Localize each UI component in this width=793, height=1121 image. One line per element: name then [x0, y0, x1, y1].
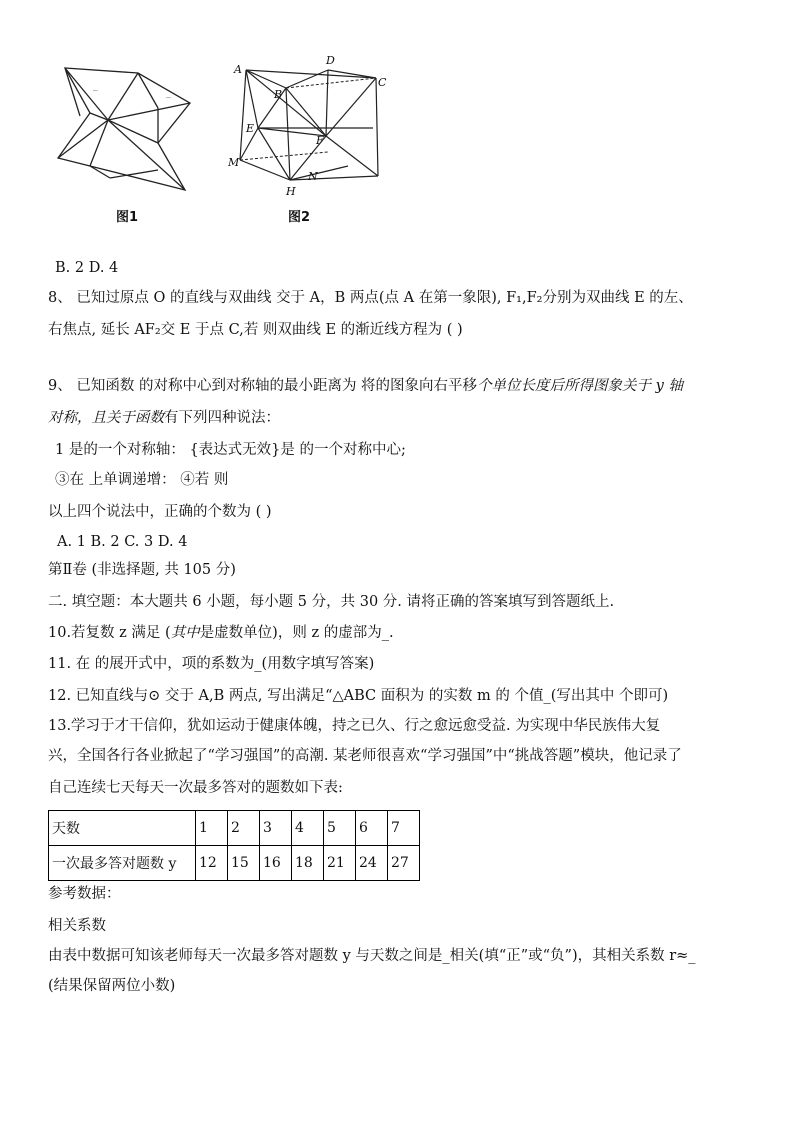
- section-2-title: 第Ⅱ卷 (非选择题, 共 105 分): [48, 562, 236, 578]
- label-F: F: [316, 134, 324, 147]
- correlation-label: 相关系数: [48, 918, 106, 934]
- q9-statements-2: ③在 上单调递增： ④若 则: [55, 472, 229, 488]
- table-cell: 2: [228, 811, 260, 846]
- q9-line-2-text: 有下列四种说法：: [164, 410, 280, 426]
- q9-line-2: [48, 408, 280, 428]
- data-table: [48, 810, 420, 881]
- table-cell: 21: [324, 846, 356, 881]
- table-cell: 15: [228, 846, 260, 881]
- table-cell: 16: [260, 846, 292, 881]
- svg-text:~: ~: [165, 93, 172, 102]
- figure-2-caption: 图2: [288, 210, 311, 225]
- options-line: B. 2 D. 4: [55, 260, 119, 276]
- q13-conclusion: 由表中数据可知该老师每天一次最多答对题数 y 与天数之间是_相关(填“正”或“负”)，其相关系数 r≈_: [48, 948, 696, 964]
- q10-part-2: 其中: [170, 625, 200, 641]
- reference-data-label: 参考数据：: [48, 886, 121, 902]
- table-row: [49, 846, 420, 881]
- q10-part-1: 10.若复数 z 满足 (: [48, 625, 171, 641]
- q13-note: (结果保留两位小数): [48, 978, 176, 994]
- fill-in-instructions: 二. 填空题：本大题共 6 小题，每小题 5 分，共 30 分. 请将正确的答案填写到答题纸上.: [48, 594, 615, 610]
- q11: 11. 在 的展开式中，项的系数为_(用数字填写答案): [48, 656, 375, 672]
- label-M: M: [228, 156, 240, 169]
- q8-line-1: 8、 已知过原点 O 的直线与双曲线 交于 A，B 两点(点 A 在第一象限), F₁,F₂分别为双曲线 E 的左、: [48, 290, 693, 306]
- figures-area: [50, 48, 410, 223]
- label-C: C: [378, 76, 387, 89]
- table-cell: 5: [324, 811, 356, 846]
- figure-1-caption: 图1: [116, 210, 139, 225]
- q9-line-1: [48, 376, 683, 396]
- table-cell: 7: [388, 811, 420, 846]
- q9-line-1-italic: 个单位长度后所得图象关于 y 轴: [477, 378, 683, 394]
- table-cell: 27: [388, 846, 420, 881]
- label-N: N: [308, 170, 318, 183]
- label-E: E: [246, 122, 255, 135]
- table-cell: 1: [196, 811, 228, 846]
- label-B: B: [274, 88, 283, 101]
- q13-line-2: 兴，全国各行各业掀起了“学习强国”的高潮. 某老师很喜欢“学习强国”中“挑战答题”模块，他记录了: [48, 748, 682, 764]
- table-cell: 18: [292, 846, 324, 881]
- table-header-days: 天数: [49, 811, 196, 846]
- table-cell: 24: [356, 846, 388, 881]
- q10-part-3: 是虚数单位)，则 z 的虚部为_.: [199, 625, 394, 641]
- svg-text:~: ~: [92, 86, 99, 95]
- table-cell: 3: [260, 811, 292, 846]
- table-header-count: 一次最多答对题数 y: [49, 846, 196, 881]
- table-cell: 6: [356, 811, 388, 846]
- q9-statements-1: 1 是的一个对称轴： {表达式无效}是 的一个对称中心;: [55, 442, 406, 458]
- table-cell: 4: [292, 811, 324, 846]
- figure-1-pinwheel: [50, 48, 200, 198]
- label-D: D: [326, 54, 335, 67]
- q9-question: 以上四个说法中，正确的个数为 ( ): [48, 504, 272, 520]
- table-row: [49, 811, 420, 846]
- figure-2-cube: [228, 48, 388, 198]
- q13-line-1: 13.学习于才干信仰，犹如运动于健康体魄，持之已久、行之愈远愈受益. 为实现中华民族伟大复: [48, 718, 661, 734]
- q9-options: A. 1 B. 2 C. 3 D. 4: [57, 534, 188, 550]
- q10: [48, 623, 394, 643]
- table-cell: 12: [196, 846, 228, 881]
- q9-line-1-text: 9、 已知函数 的对称中心到对称轴的最小距离为 将的图象向右平移: [48, 378, 478, 394]
- label-H: H: [286, 185, 296, 198]
- q8-line-2: 右焦点, 延长 AF₂交 E 于点 C,若 则双曲线 E 的渐近线方程为 ( ): [48, 322, 463, 338]
- q13-line-3: 自己连续七天每天一次最多答对的题数如下表:: [48, 780, 343, 796]
- label-A: A: [234, 63, 242, 76]
- q9-line-2-italic: 对称，且关于函数: [48, 410, 164, 426]
- q12: 12. 已知直线与⊙ 交于 A,B 两点, 写出满足“△ABC 面积为 的实数 m 的 个值_(写出其中 个即可): [48, 688, 669, 704]
